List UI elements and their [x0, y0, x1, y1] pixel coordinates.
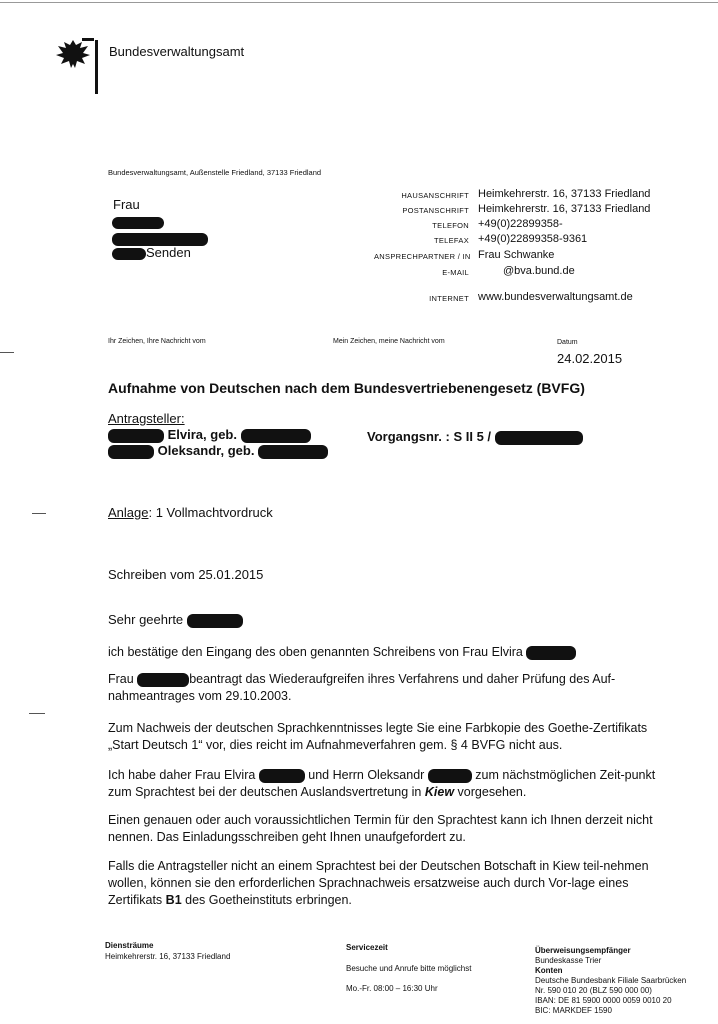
- applicants-label: Antragsteller:: [108, 411, 185, 426]
- contact-label: E-MAIL: [442, 268, 469, 277]
- eagle-icon: [52, 36, 94, 77]
- contact-label: POSTANSCHRIFT: [402, 206, 469, 215]
- case-number: Vorgangsnr. : S II 5 /: [367, 429, 583, 445]
- contact-value: Frau Schwanke: [478, 249, 555, 261]
- recipient-city: Senden: [146, 245, 191, 260]
- date-value: 24.02.2015: [557, 351, 623, 366]
- footer-service-line1: Besuche und Anrufe bitte möglichst: [346, 964, 472, 973]
- city-kiew: Kiew: [424, 785, 455, 799]
- applicant-first: Elvira, geb.: [108, 427, 311, 443]
- contact-label: HAUSANSCHRIFT: [401, 191, 469, 200]
- letter-date: Schreiben vom 25.01.2015: [108, 567, 264, 582]
- footer-nr: Nr. 590 010 20 (BLZ 590 000 00): [535, 986, 652, 995]
- punch-mark: [32, 513, 46, 514]
- paragraph-4: Ich habe daher Frau Elvira und Herrn Oleksandr zum nächstmöglichen Zeit-punkt zum Sprachtest bei der deutschen Auslandsvertretung in Kiew vorgesehen.: [108, 768, 656, 799]
- paragraph-5: Einen genauen oder auch voraussichtlichen Termin für den Sprachtest kann ich Ihnen derzeit nicht nennen. Das Einladungsschreiben geht Ihnen unaufgefordert zu.: [108, 813, 653, 844]
- agency-name: Bundesverwaltungsamt: [109, 44, 245, 59]
- fold-mark-bottom: [29, 713, 45, 714]
- contact-label: INTERNET: [429, 294, 469, 303]
- footer-bank-recipient: Bundeskasse Trier: [535, 956, 602, 965]
- recipient-salutation: Frau: [113, 197, 140, 212]
- paragraph-2: Frau beantragt das Wiederaufgreifen ihres Verfahrens und daher Prüfung des Auf-nahmeantrages vom 29.10.2003.: [108, 672, 616, 703]
- footer-service-title: Servicezeit: [346, 943, 388, 952]
- paragraph-3: Zum Nachweis der deutschen Sprachkenntnisses legte Sie eine Farbkopie des Goethe-Zertifikats „Start Deutsch 1“ vor, dies reicht im Aufnahmeverfahren gem. § 4 BVFG nicht aus.: [108, 721, 648, 752]
- contact-value: +49(0)22899358-9361: [478, 233, 588, 245]
- contact-value: Heimkehrerstr. 16, 37133 Friedland: [478, 188, 651, 200]
- greeting: Sehr geehrte: [108, 612, 243, 628]
- contact-label: TELEFAX: [433, 236, 469, 245]
- footer-service-line2: Mo.-Fr. 08:00 – 16:30 Uhr: [346, 984, 438, 993]
- footer-office-value: Heimkehrerstr. 16, 37133 Friedland: [105, 952, 231, 961]
- contact-value: @bva.bund.de: [503, 265, 575, 277]
- contact-value: www.bundesverwaltungsamt.de: [478, 291, 633, 303]
- sender-line: Bundesverwaltungsamt, Außenstelle Friedland, 37133 Friedland: [108, 168, 322, 177]
- scan-edge: [0, 2, 718, 3]
- footer-iban: IBAN: DE 81 5900 0000 0059 0010 20: [535, 996, 672, 1005]
- paragraph-1: ich bestätige den Eingang des oben genannten Schreibens von Frau Elvira: [108, 644, 668, 661]
- recipient-city-line: [112, 245, 191, 260]
- my-ref-label: Mein Zeichen, meine Nachricht vom: [333, 338, 445, 345]
- your-ref-label: Ihr Zeichen, Ihre Nachricht vom: [108, 338, 206, 345]
- attachment: Anlage: 1 Vollmachtvordruck: [108, 505, 273, 520]
- footer-bank-name: Deutsche Bundesbank Filiale Saarbrücken: [535, 976, 687, 985]
- footer-accounts-title: Konten: [535, 966, 563, 975]
- applicant-second: Oleksandr, geb.: [108, 443, 328, 459]
- paragraph-6: Falls die Antragsteller nicht an einem Sprachtest bei der Deutschen Botschaft in Kiew teil-nehmen wollen, können sie den erforderlichen Sprachnachweis ersatzweise auch durch Vor-lage eines Zertifikats B1 des Goetheinstituts erbringen.: [108, 859, 649, 907]
- footer-bank-title: Überweisungsempfänger: [535, 946, 631, 955]
- subject: Aufnahme von Deutschen nach dem Bundesvertriebenengesetz (BVFG): [108, 380, 585, 396]
- contact-label: TELEFON: [432, 221, 469, 230]
- footer-bic: BIC: MARKDEF 1590: [535, 1006, 612, 1015]
- contact-value: Heimkehrerstr. 16, 37133 Friedland: [478, 203, 651, 215]
- letterhead-bar: [95, 40, 98, 94]
- footer-office-title: Diensträume: [105, 941, 154, 950]
- date-label: Datum: [557, 339, 578, 346]
- fold-mark-top: [0, 352, 14, 353]
- contact-value: +49(0)22899358-: [478, 218, 563, 230]
- recipient-name: [112, 214, 164, 232]
- contact-label: ANSPRECHPARTNER / IN: [374, 252, 471, 261]
